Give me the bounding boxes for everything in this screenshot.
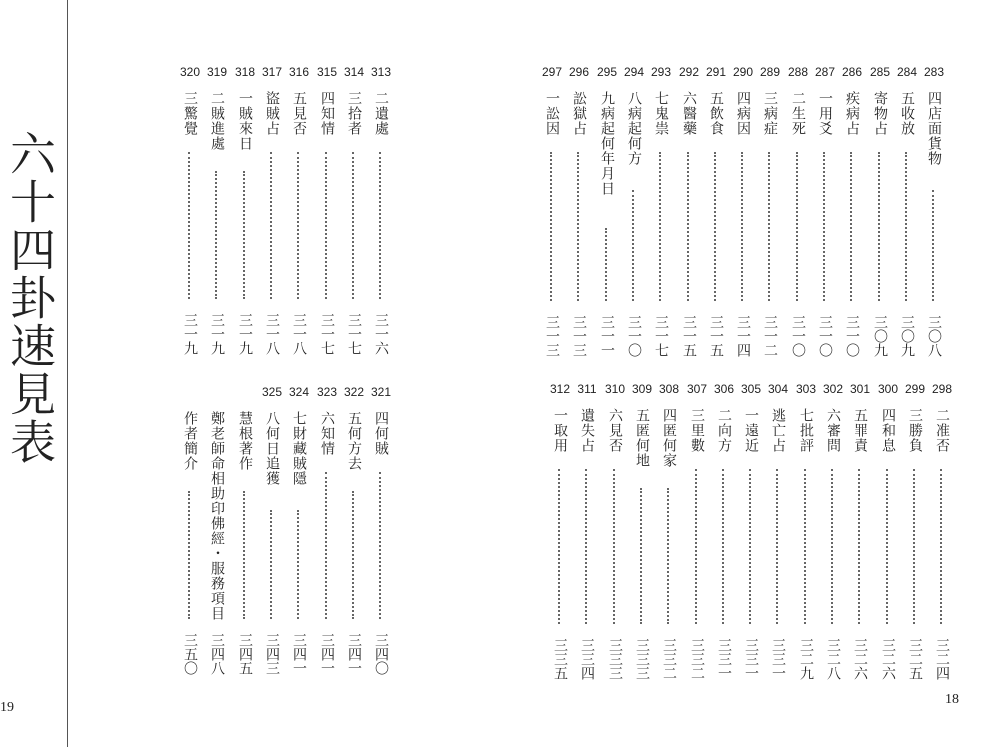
toc-entry[interactable] <box>233 65 257 355</box>
entry-page: 三三一 <box>716 638 732 680</box>
toc-entry[interactable] <box>205 385 229 675</box>
toc-entry[interactable] <box>575 382 599 680</box>
entry-title: 二向方 <box>716 408 732 453</box>
entry-number: 305 <box>740 382 762 396</box>
dot-leader <box>352 491 354 619</box>
entry-number: 321 <box>370 385 392 399</box>
entry-page: 三二五 <box>907 638 923 680</box>
entry-page: 三一〇 <box>817 315 833 357</box>
entry-page: 三三二 <box>689 638 705 680</box>
entry-number: 283 <box>923 65 945 79</box>
entry-title: 七批評 <box>798 408 814 453</box>
block-bottom-right <box>548 382 958 680</box>
toc-entry[interactable] <box>630 382 654 680</box>
toc-entry[interactable] <box>205 65 229 355</box>
toc-entry[interactable] <box>922 65 946 357</box>
dot-leader <box>714 152 716 301</box>
toc-entry[interactable] <box>567 65 591 357</box>
entry-number: 296 <box>568 65 590 79</box>
entry-title: 三拾者 <box>346 91 362 136</box>
dot-leader <box>550 152 552 301</box>
toc-entry[interactable] <box>315 65 339 355</box>
entry-number: 295 <box>596 65 618 79</box>
entry-number: 292 <box>678 65 700 79</box>
dot-leader <box>243 491 245 619</box>
dot-leader <box>831 469 833 624</box>
toc-entry[interactable] <box>540 65 564 357</box>
entry-number: 306 <box>713 382 735 396</box>
entry-page: 三一七 <box>346 313 362 355</box>
entry-title: 疾病占 <box>844 91 860 136</box>
entry-page: 三〇九 <box>899 315 915 357</box>
dot-leader <box>804 469 806 624</box>
toc-entry[interactable] <box>794 382 818 680</box>
dot-leader <box>878 152 880 301</box>
dot-leader <box>640 488 642 624</box>
entry-number: 313 <box>370 65 392 79</box>
toc-entry[interactable] <box>342 65 366 355</box>
entry-page: 三四一 <box>319 633 335 675</box>
entry-page: 三三五 <box>552 638 568 680</box>
dot-leader <box>749 469 751 624</box>
dot-leader <box>913 469 915 624</box>
entry-page: 三一六 <box>373 313 389 355</box>
entry-title: 二賊進處 <box>209 91 225 151</box>
toc-entry[interactable] <box>766 382 790 680</box>
entry-page: 三四三 <box>264 633 280 675</box>
toc-entry[interactable] <box>622 65 646 357</box>
toc-entry[interactable] <box>903 382 927 680</box>
entry-title: 三里數 <box>689 408 705 453</box>
entry-page: 三一二 <box>762 315 778 357</box>
entry-page: 三一三 <box>571 315 587 357</box>
page-number-right: 18 <box>945 692 959 707</box>
entry-title: 慧根著作 <box>237 411 253 471</box>
entry-number: 302 <box>822 382 844 396</box>
entry-title: 四知情 <box>319 91 335 136</box>
dot-leader <box>379 472 381 619</box>
toc-entry[interactable] <box>178 65 202 355</box>
toc-entry[interactable] <box>369 385 393 675</box>
dot-leader <box>558 469 560 624</box>
dot-leader <box>585 469 587 624</box>
entry-number: 299 <box>904 382 926 396</box>
entry-title: 一取用 <box>552 408 568 453</box>
entry-title: 四店面貨物 <box>926 91 942 166</box>
entry-title: 九病起何年月日 <box>599 91 615 196</box>
dot-leader <box>687 152 689 301</box>
toc-entry[interactable] <box>260 385 284 675</box>
dot-leader <box>695 469 697 624</box>
entry-page: 三五〇 <box>182 633 198 675</box>
page-gutter-line <box>67 0 68 747</box>
entry-title: 七鬼祟 <box>653 91 669 136</box>
entry-number: 325 <box>261 385 283 399</box>
entry-title: 四和息 <box>880 408 896 453</box>
dot-leader <box>297 510 299 619</box>
entry-title: 一訟因 <box>544 91 560 136</box>
entry-number: 323 <box>316 385 338 399</box>
entry-number: 320 <box>179 65 201 79</box>
dot-leader <box>188 152 190 299</box>
entry-title: 五飲食 <box>708 91 724 136</box>
entry-page: 三二六 <box>852 638 868 680</box>
dot-leader <box>905 152 907 301</box>
entry-title: 五收放 <box>899 91 915 136</box>
entry-title: 二准否 <box>934 408 950 453</box>
entry-page: 三一七 <box>319 313 335 355</box>
entry-page: 三四八 <box>209 633 225 675</box>
entry-title: 作者簡介 <box>182 411 198 471</box>
entry-number: 300 <box>877 382 899 396</box>
entry-number: 308 <box>658 382 680 396</box>
toc-entry[interactable] <box>369 65 393 355</box>
toc-entry[interactable] <box>595 65 619 357</box>
dot-leader <box>858 469 860 624</box>
entry-number: 304 <box>767 382 789 396</box>
block-bottom-left <box>178 385 396 675</box>
entry-number: 284 <box>896 65 918 79</box>
entry-page: 三一九 <box>182 313 198 355</box>
entry-title: 七財藏賊隱 <box>291 411 307 486</box>
entry-title: 三病症 <box>762 91 778 136</box>
dot-leader <box>188 491 190 619</box>
entry-number: 287 <box>814 65 836 79</box>
entry-title: 逃亡占 <box>770 408 786 453</box>
entry-number: 312 <box>549 382 571 396</box>
entry-number: 293 <box>650 65 672 79</box>
entry-page: 三〇九 <box>872 315 888 357</box>
entry-page: 三三二 <box>661 638 677 680</box>
entry-title: 四病因 <box>735 91 751 136</box>
entry-title: 六見否 <box>607 408 623 453</box>
toc-entry[interactable] <box>739 382 763 680</box>
toc-entry[interactable] <box>821 382 845 680</box>
entry-page: 三一一 <box>599 315 615 357</box>
entry-page: 三〇八 <box>926 315 942 357</box>
toc-entry[interactable] <box>786 65 810 357</box>
dot-leader <box>659 152 661 301</box>
dot-leader <box>850 152 852 301</box>
entry-page: 三三四 <box>579 638 595 680</box>
dot-leader <box>270 510 272 619</box>
page-number-left: 19 <box>0 700 14 715</box>
toc-entry[interactable] <box>712 382 736 680</box>
entry-page: 三一〇 <box>844 315 860 357</box>
dot-leader <box>352 152 354 299</box>
toc-entry[interactable] <box>677 65 701 357</box>
dot-leader <box>823 152 825 301</box>
entry-page: 三一五 <box>708 315 724 357</box>
entry-title: 三驚覺 <box>182 91 198 136</box>
entry-title: 四何賊 <box>373 411 389 456</box>
dot-leader <box>768 152 770 301</box>
side-title: 六十四卦速見表 <box>3 130 57 466</box>
dot-leader <box>796 152 798 301</box>
entry-page: 三一八 <box>291 313 307 355</box>
toc-entry[interactable] <box>260 65 284 355</box>
entry-number: 310 <box>604 382 626 396</box>
entry-page: 三一九 <box>237 313 253 355</box>
entry-page: 三一〇 <box>626 315 642 357</box>
dot-leader <box>270 152 272 299</box>
entry-page: 三三一 <box>770 638 786 680</box>
dot-leader <box>632 190 634 301</box>
toc-entry[interactable] <box>731 65 755 357</box>
entry-number: 290 <box>732 65 754 79</box>
dot-leader <box>932 190 934 301</box>
entry-number: 314 <box>343 65 365 79</box>
entry-page: 三二八 <box>825 638 841 680</box>
entry-number: 297 <box>541 65 563 79</box>
entry-number: 285 <box>869 65 891 79</box>
entry-number: 303 <box>795 382 817 396</box>
entry-title: 八何日追獲 <box>264 411 280 486</box>
entry-title: 一用爻 <box>817 91 833 136</box>
entry-number: 289 <box>759 65 781 79</box>
entry-number: 286 <box>841 65 863 79</box>
dot-leader <box>379 152 381 299</box>
dot-leader <box>577 152 579 301</box>
toc-entry[interactable] <box>840 65 864 357</box>
dot-leader <box>243 171 245 299</box>
entry-number: 317 <box>261 65 283 79</box>
entry-page: 三一五 <box>681 315 697 357</box>
entry-page: 三三一 <box>743 638 759 680</box>
entry-title: 六知情 <box>319 411 335 456</box>
entry-page: 三一八 <box>264 313 280 355</box>
entry-number: 319 <box>206 65 228 79</box>
entry-title: 四匿何家 <box>661 408 677 468</box>
entry-title: 一賊來日 <box>237 91 253 151</box>
entry-page: 三一〇 <box>790 315 806 357</box>
entry-title: 六醫藥 <box>681 91 697 136</box>
entry-number: 291 <box>705 65 727 79</box>
toc-entry[interactable] <box>178 385 202 675</box>
entry-page: 三四五 <box>237 633 253 675</box>
entry-title: 八病起何方 <box>626 91 642 166</box>
entry-number: 288 <box>787 65 809 79</box>
entry-number: 307 <box>686 382 708 396</box>
entry-page: 三一九 <box>209 313 225 355</box>
entry-title: 鄭老師命相助印佛經・服務項目 <box>209 411 225 621</box>
entry-page: 三一七 <box>653 315 669 357</box>
toc-entry[interactable] <box>603 382 627 680</box>
toc-entry[interactable] <box>649 65 673 357</box>
entry-number: 309 <box>631 382 653 396</box>
entry-title: 訟獄占 <box>571 91 587 136</box>
dot-leader <box>940 469 942 624</box>
toc-entry[interactable] <box>548 382 572 680</box>
entry-title: 二生死 <box>790 91 806 136</box>
entry-number: 294 <box>623 65 645 79</box>
entry-page: 三四〇 <box>373 633 389 675</box>
toc-entry[interactable] <box>233 385 257 675</box>
toc-entry[interactable] <box>685 382 709 680</box>
dot-leader <box>605 228 607 301</box>
entry-title: 二遺處 <box>373 91 389 136</box>
dot-leader <box>325 152 327 299</box>
toc-entry[interactable] <box>930 382 954 680</box>
toc-entry[interactable] <box>813 65 837 357</box>
toc-entry[interactable] <box>704 65 728 357</box>
entry-title: 五匿何地 <box>634 408 650 468</box>
entry-number: 316 <box>288 65 310 79</box>
entry-number: 315 <box>316 65 338 79</box>
entry-title: 遺失占 <box>579 408 595 453</box>
toc-entry[interactable] <box>342 385 366 675</box>
entry-number: 324 <box>288 385 310 399</box>
entry-number: 318 <box>234 65 256 79</box>
toc-entry[interactable] <box>287 385 311 675</box>
entry-page: 三二九 <box>798 638 814 680</box>
entry-number: 298 <box>931 382 953 396</box>
toc-entry[interactable] <box>876 382 900 680</box>
dot-leader <box>776 469 778 624</box>
entry-number: 301 <box>849 382 871 396</box>
entry-title: 寄物占 <box>872 91 888 136</box>
entry-page: 三二四 <box>934 638 950 680</box>
dot-leader <box>325 472 327 619</box>
entry-page: 三三三 <box>634 638 650 680</box>
dot-leader <box>215 171 217 299</box>
toc-entry[interactable] <box>315 385 339 675</box>
entry-title: 六審問 <box>825 408 841 453</box>
entry-title: 五罪責 <box>852 408 868 453</box>
dot-leader <box>722 469 724 624</box>
entry-title: 盜賊占 <box>264 91 280 136</box>
entry-page: 三一四 <box>735 315 751 357</box>
dot-leader <box>667 488 669 624</box>
dot-leader <box>613 469 615 624</box>
toc-entry[interactable] <box>895 65 919 357</box>
toc-entry[interactable] <box>868 65 892 357</box>
entry-page: 三三三 <box>607 638 623 680</box>
toc-entry[interactable] <box>657 382 681 680</box>
toc-entry[interactable] <box>287 65 311 355</box>
toc-entry[interactable] <box>848 382 872 680</box>
entry-title: 三勝負 <box>907 408 923 453</box>
dot-leader <box>886 469 888 624</box>
entry-page: 三四一 <box>291 633 307 675</box>
entry-page: 三二六 <box>880 638 896 680</box>
entry-page: 三四一 <box>346 633 362 675</box>
entry-number: 311 <box>577 382 597 396</box>
entry-title: 五何方去 <box>346 411 362 471</box>
block-top-right <box>540 65 950 357</box>
dot-leader <box>297 152 299 299</box>
toc-entry[interactable] <box>758 65 782 357</box>
entry-page: 三一三 <box>544 315 560 357</box>
dot-leader <box>741 152 743 301</box>
entry-title: 一遠近 <box>743 408 759 453</box>
block-top-left <box>178 65 396 355</box>
entry-title: 五見否 <box>291 91 307 136</box>
entry-number: 322 <box>343 385 365 399</box>
